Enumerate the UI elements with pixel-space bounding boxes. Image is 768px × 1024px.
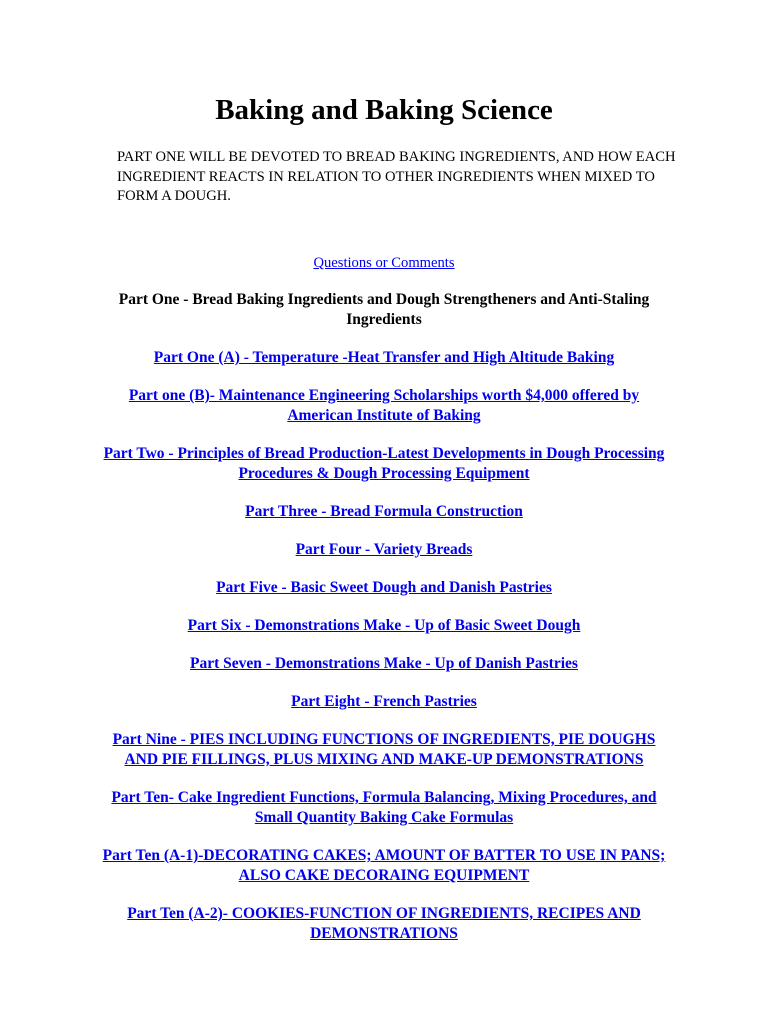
toc-item-part-ten-a2	[100, 904, 668, 944]
page-title: Baking and Baking Science	[215, 94, 553, 126]
toc-link-part-four[interactable]: Part Four - Variety Breads	[295, 541, 473, 558]
toc-item-part-one	[100, 290, 668, 330]
toc-link-part-ten-a1[interactable]: Part Ten (A-1)-DECORATING CAKES; AMOUNT OF BATTER TO USE IN PANS; ALSO CAKE DECORAING EQUIPMENT	[102, 847, 666, 884]
intro-paragraph: PART ONE WILL BE DEVOTED TO BREAD BAKING INGREDIENTS, AND HOW EACH INGREDIENT REACTS IN RELATION TO OTHER INGREDIENTS WHEN MIXED TO FORM A DOUGH.	[117, 149, 676, 204]
toc-link-part-ten[interactable]: Part Ten- Cake Ingredient Functions, Formula Balancing, Mixing Procedures, and Small Quantity Baking Cake Formulas	[111, 789, 657, 826]
toc-link-part-eight[interactable]: Part Eight - French Pastries	[291, 693, 477, 710]
toc-item-part-six	[100, 616, 668, 636]
toc-item-part-seven	[100, 654, 668, 674]
table-of-contents	[100, 290, 668, 962]
toc-link-part-one-a[interactable]: Part One (A) - Temperature -Heat Transfer and High Altitude Baking	[153, 349, 615, 366]
toc-link-part-three[interactable]: Part Three - Bread Formula Construction	[245, 503, 523, 520]
toc-link-part-six[interactable]: Part Six - Demonstrations Make - Up of Basic Sweet Dough	[187, 617, 581, 634]
toc-item-part-one-a	[100, 348, 668, 368]
toc-item-part-nine	[100, 730, 668, 770]
toc-item-part-three	[100, 502, 668, 522]
toc-link-part-seven[interactable]: Part Seven - Demonstrations Make - Up of Danish Pastries	[190, 655, 578, 672]
toc-link-part-one-b[interactable]: Part one (B)- Maintenance Engineering Scholarships worth $4,000 offered by American Institute of Baking	[128, 387, 640, 424]
toc-link-part-nine[interactable]: Part Nine - PIES INCLUDING FUNCTIONS OF INGREDIENTS, PIE DOUGHS AND PIE FILLINGS, PLUS MIXING AND MAKE-UP DEMONSTRATIONS	[112, 731, 656, 768]
toc-link-part-five[interactable]: Part Five - Basic Sweet Dough and Danish Pastries	[216, 579, 552, 596]
toc-item-part-ten-a1	[100, 846, 668, 886]
toc-link-part-ten-a2[interactable]: Part Ten (A-2)- COOKIES-FUNCTION OF INGREDIENTS, RECIPES AND DEMONSTRATIONS	[127, 905, 641, 942]
toc-item-part-ten	[100, 788, 668, 828]
toc-item-part-eight	[100, 692, 668, 712]
toc-link-part-two[interactable]: Part Two - Principles of Bread Production-Latest Developments in Dough Processing Procedures & Dough Processing Equipment	[103, 445, 665, 482]
toc-item-part-one-b	[100, 386, 668, 426]
contact-line	[0, 254, 768, 273]
toc-item-part-two	[100, 444, 668, 484]
toc-item-label: Part One - Bread Baking Ingredients and Dough Strengtheners and Anti-Staling Ingredients	[118, 291, 650, 328]
toc-item-part-five	[100, 578, 668, 598]
toc-item-part-four	[100, 540, 668, 560]
questions-comments-link[interactable]: Questions or Comments	[313, 255, 455, 271]
